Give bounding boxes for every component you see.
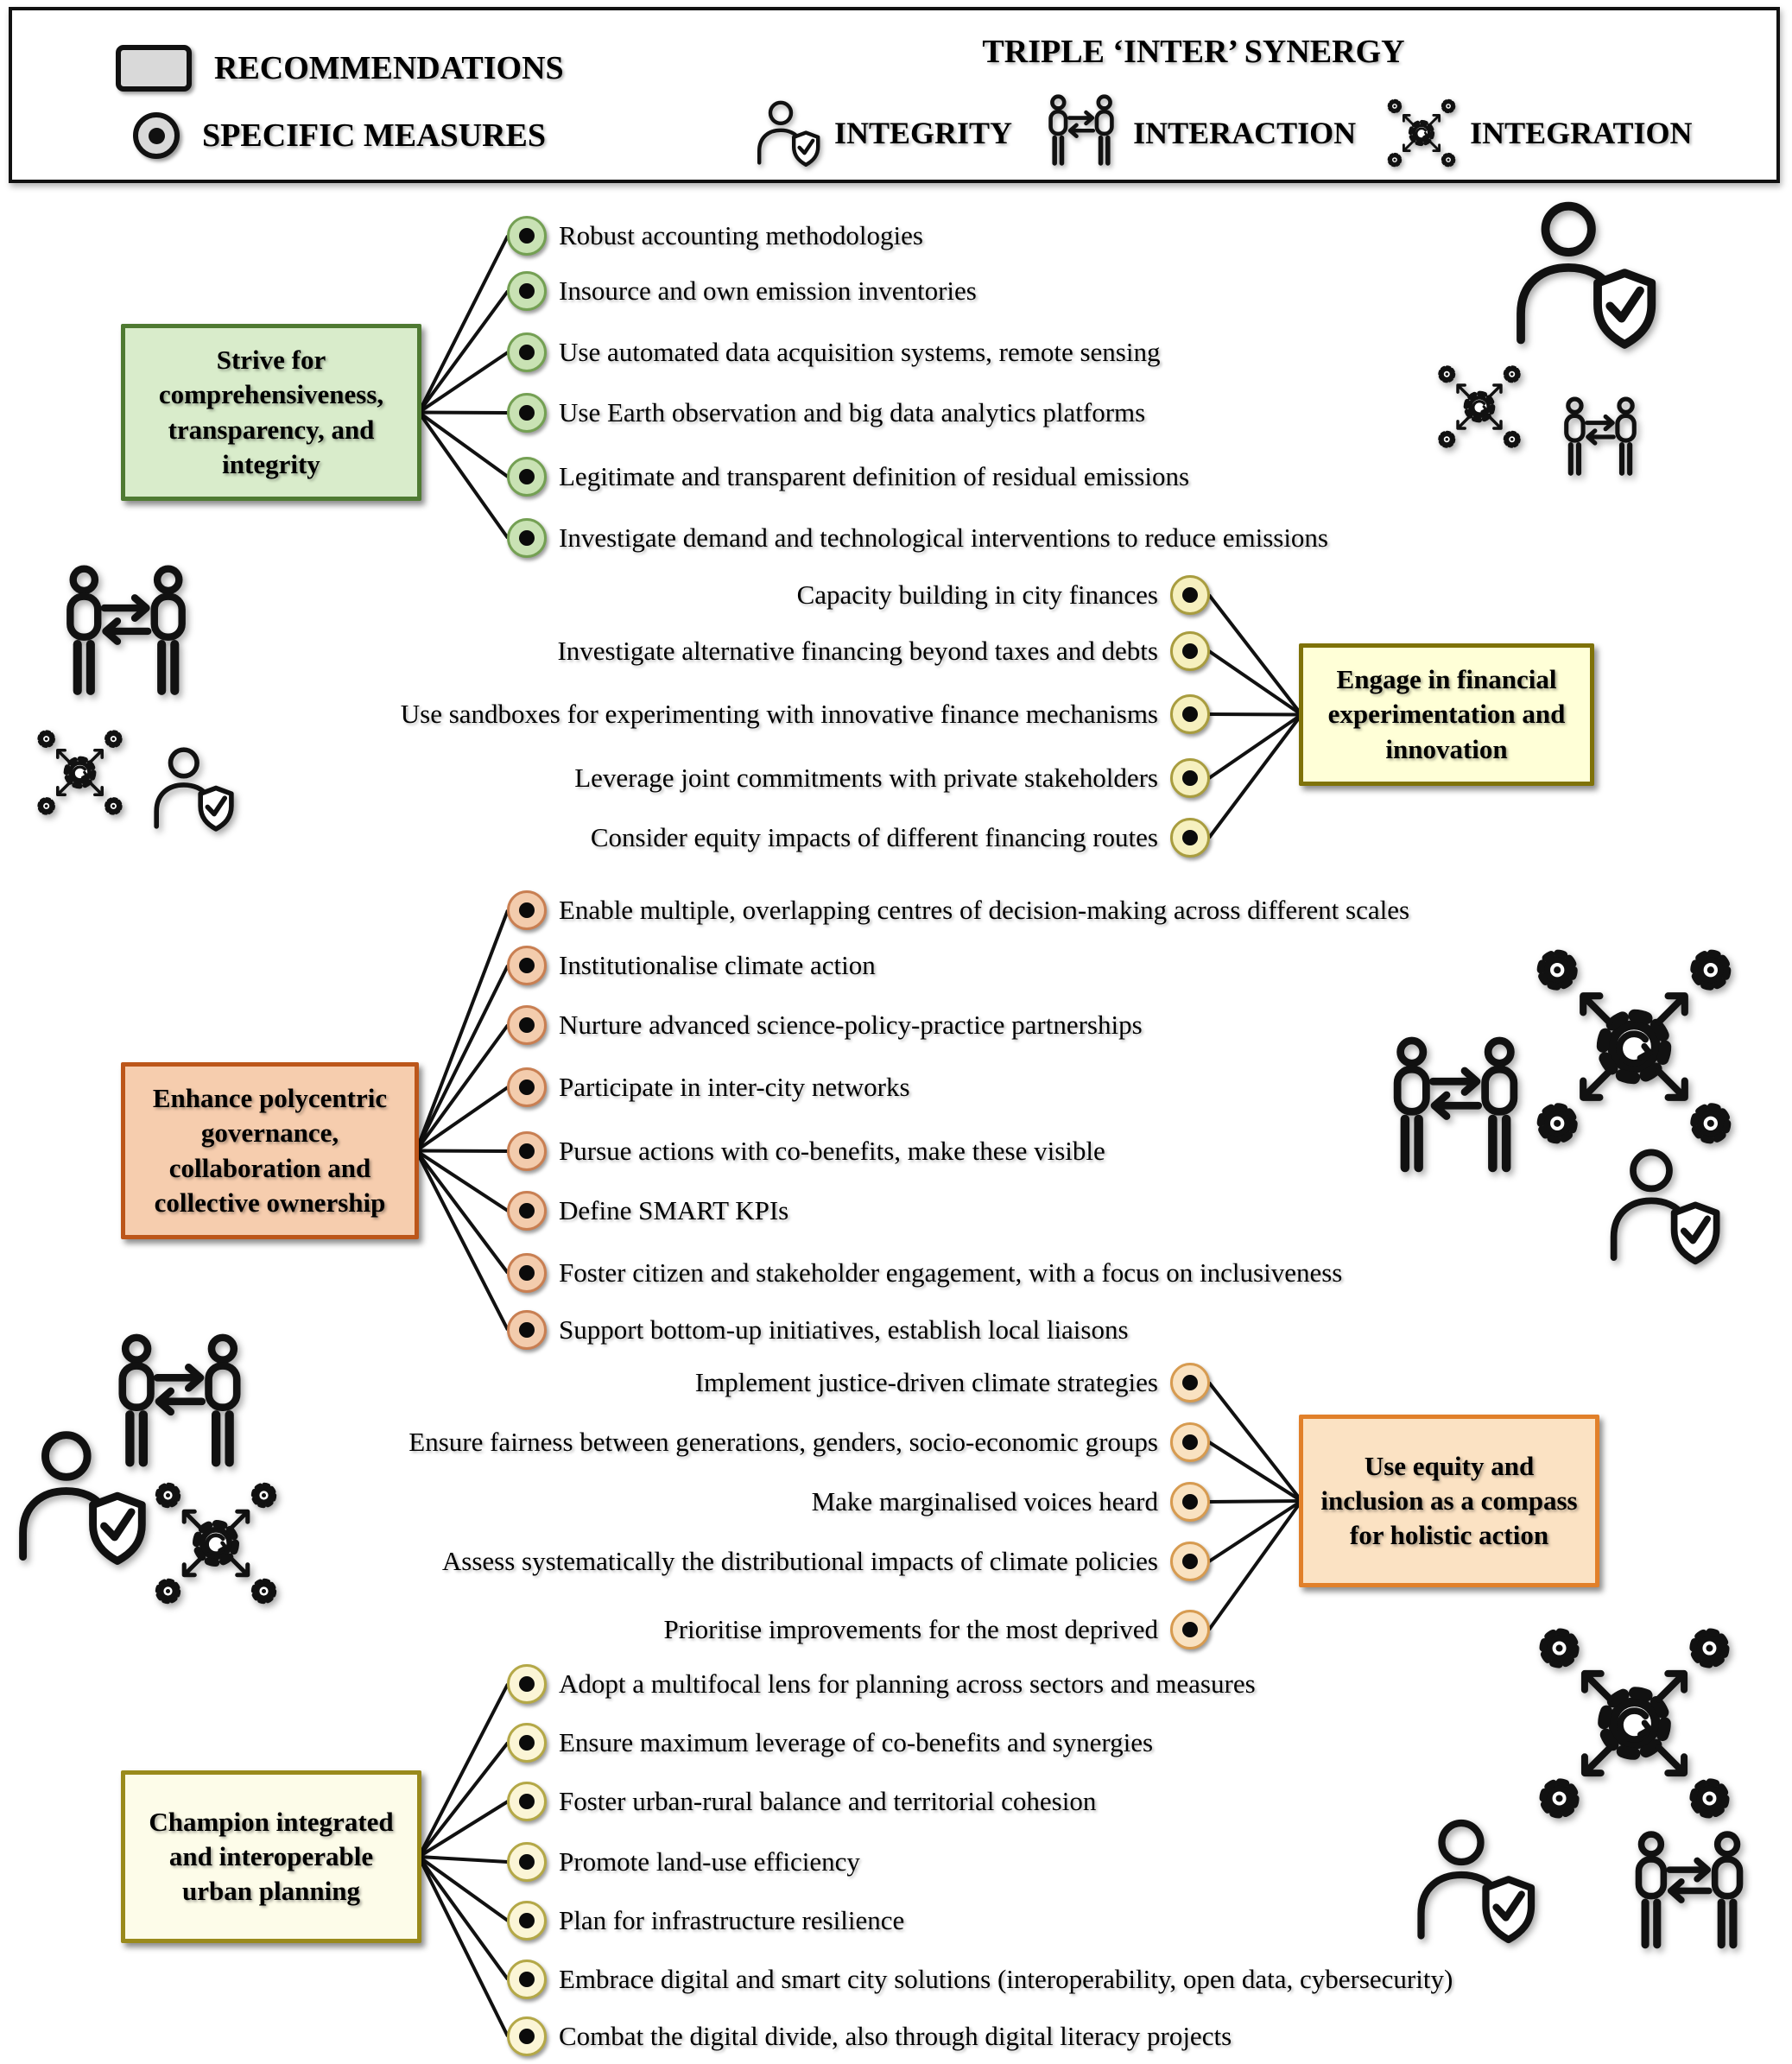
measure-bullet-dot (1182, 1554, 1198, 1569)
synergy-legend-row (753, 93, 1693, 173)
recommendations-label: RECOMMENDATIONS (214, 50, 564, 86)
connector-line (416, 1151, 508, 1274)
measure-bullet (507, 946, 547, 985)
interaction-icon (1556, 396, 1644, 484)
integration-icon (1530, 943, 1738, 1150)
measure-bullet-dot (1182, 706, 1198, 722)
recommendations-key (116, 45, 564, 92)
interaction-icon-graphic (54, 563, 199, 708)
measure-bullet-dot (519, 1794, 535, 1809)
integrity-label: INTEGRITY (834, 116, 1013, 150)
measure-bullet (507, 2017, 547, 2056)
measure-bullet-dot (519, 530, 535, 546)
recommendation-box-polycentric-governance-collaboration (121, 1062, 419, 1239)
connector-line (419, 291, 508, 413)
specific-measures-key (133, 112, 546, 159)
measure-bullet (507, 1131, 547, 1171)
connector-line (1209, 1501, 1301, 1561)
measure-bullet-dot (519, 1913, 535, 1928)
integrity-icon (1507, 197, 1661, 351)
integration-icon (1533, 1622, 1736, 1825)
measure-bullet-dot (519, 469, 535, 484)
measure-bullet (507, 1664, 547, 1704)
measure-bullet (1170, 575, 1210, 615)
measure-label: Consider equity impacts of different financing routes (590, 822, 1158, 852)
measure-bullet-dot (1182, 1375, 1198, 1390)
recommendation-title: Champion integrated and interoperable urban planning (149, 1806, 394, 1907)
connector-line (1209, 1501, 1301, 1502)
measure-bullet (507, 890, 547, 930)
measure-bullet-dot (519, 1676, 535, 1692)
interaction-icon-graphic (1624, 1829, 1755, 1960)
connector-line (1209, 651, 1301, 715)
recommendation-title: Engage in financial experimentation and innovation (1327, 664, 1566, 764)
measure-dot-icon (149, 128, 165, 144)
integration-icon (1385, 97, 1458, 169)
connector-line (419, 1857, 508, 1979)
measure-label: Legitimate and transparent definition of residual emissions (559, 461, 1190, 491)
recommendation-shape-icon (116, 45, 192, 92)
measure-bullet-dot (519, 2029, 535, 2044)
recommendation-box-integrated-interoperable-planning (121, 1770, 421, 1943)
measure-bullet-dot (519, 405, 535, 421)
measure-bullet (507, 1253, 547, 1293)
measure-bullet (507, 332, 547, 372)
specific-measure-shape-icon (133, 112, 180, 159)
recommendation-title: Use equity and inclusion as a compass for holistic action (1320, 1450, 1578, 1551)
measure-label: Ensure maximum leverage of co-benefits and synergies (559, 1727, 1154, 1757)
measure-bullet-dot (519, 1972, 535, 1987)
integrity-icon-graphic (10, 1427, 150, 1567)
interaction-label: INTERACTION (1133, 116, 1357, 150)
integration-icon-graphic (1530, 943, 1738, 1150)
measure-label: Adopt a multifocal lens for planning across sectors and measures (559, 1668, 1256, 1699)
specific-measures-label: SPECIFIC MEASURES (202, 117, 547, 154)
connector-line (416, 966, 508, 1151)
connector-line (416, 1151, 508, 1331)
integration-legend-item (1385, 97, 1692, 169)
measure-bullet-dot (519, 283, 535, 299)
interaction-icon-graphic (1380, 1035, 1531, 1186)
connector-line (419, 1857, 508, 2036)
measure-label: Investigate alternative financing beyond taxes and debts (557, 636, 1158, 666)
integrity-icon (753, 98, 822, 168)
connector-line (416, 1151, 508, 1152)
measure-bullet (507, 1723, 547, 1763)
measure-bullet (507, 1842, 547, 1882)
measure-bullet (507, 518, 547, 558)
measure-bullet (1170, 1422, 1210, 1462)
interaction-icon (1380, 1035, 1531, 1186)
measure-label: Combat the digital divide, also through digital literacy projects (559, 2021, 1232, 2051)
interaction-icon-graphic (1556, 396, 1644, 484)
measure-bullet-dot (519, 1735, 535, 1751)
measure-bullet (507, 1901, 547, 1941)
integrity-icon (1409, 1815, 1539, 1945)
legend-panel (9, 7, 1780, 183)
measure-bullet (507, 1782, 547, 1821)
measure-bullet-dot (519, 902, 535, 918)
interaction-icon (54, 563, 199, 708)
synergy-title: TRIPLE ‘INTER’ SYNERGY (982, 34, 1405, 70)
integration-icon-graphic (1533, 1622, 1736, 1825)
measure-bullet-dot (519, 228, 535, 244)
measure-bullet-dot (519, 1143, 535, 1159)
connector-line (1209, 1501, 1301, 1630)
measure-bullet (1170, 758, 1210, 798)
measure-bullet-dot (519, 958, 535, 973)
recommendation-box-comprehensiveness-transparency-integrity (121, 324, 421, 501)
connector-line (1209, 714, 1301, 715)
measure-bullet-dot (519, 345, 535, 360)
measure-label: Use Earth observation and big data analytics platforms (559, 397, 1146, 427)
measure-bullet (507, 271, 547, 311)
connector-line (416, 910, 508, 1151)
integrity-icon-graphic (149, 744, 237, 833)
measure-label: Investigate demand and technological interventions to reduce emissions (559, 522, 1328, 553)
measure-label: Plan for infrastructure resilience (559, 1905, 905, 1935)
connector-line (419, 413, 508, 414)
measure-bullet-dot (519, 1265, 535, 1281)
measure-bullet (1170, 694, 1210, 734)
connector-line (419, 236, 508, 413)
measure-bullet (507, 1310, 547, 1350)
measure-bullet (1170, 818, 1210, 858)
connector-line (419, 1743, 508, 1857)
connector-line (419, 1857, 508, 1921)
connector-line (1209, 1383, 1301, 1501)
connector-line (1209, 715, 1301, 839)
measure-bullet-dot (1182, 643, 1198, 659)
measure-label: Define SMART KPIs (559, 1195, 789, 1225)
measure-bullet-dot (1182, 587, 1198, 603)
integrity-icon-graphic (1507, 197, 1661, 351)
interaction-icon (1624, 1829, 1755, 1960)
measure-bullet (1170, 1363, 1210, 1402)
measure-bullet-dot (519, 1017, 535, 1033)
measure-label: Participate in inter-city networks (559, 1072, 910, 1102)
connector-line (1209, 1442, 1301, 1501)
measure-label: Institutionalise climate action (559, 950, 876, 980)
integration-label: INTEGRATION (1470, 116, 1693, 150)
recommendation-title: Enhance polycentric governance, collaboration and collective ownership (152, 1082, 388, 1218)
integration-icon (1435, 363, 1523, 451)
connector-line (1209, 715, 1301, 779)
measure-label: Pursue actions with co-benefits, make these visible (559, 1136, 1105, 1166)
measure-bullet-dot (1182, 770, 1198, 786)
measure-label: Leverage joint commitments with private stakeholders (574, 763, 1158, 793)
measure-bullet-dot (1182, 1622, 1198, 1637)
measure-label: Robust accounting methodologies (559, 220, 923, 250)
measure-label: Enable multiple, overlapping centres of decision-making across different scales (559, 895, 1410, 925)
measure-bullet (1170, 1542, 1210, 1581)
measure-bullet (507, 1005, 547, 1045)
measure-label: Use automated data acquisition systems, remote sensing (559, 337, 1161, 367)
measure-label: Foster urban-rural balance and territorial cohesion (559, 1786, 1097, 1816)
measure-label: Assess systematically the distributional impacts of climate policies (441, 1546, 1158, 1576)
measure-bullet-dot (519, 1079, 535, 1095)
measure-bullet (1170, 1482, 1210, 1522)
measure-label: Embrace digital and smart city solutions (interoperability, open data, cybersecurity) (559, 1964, 1453, 1994)
measure-label: Nurture advanced science-policy-practice partnerships (559, 1010, 1143, 1040)
measure-label: Support bottom-up initiatives, establish local liaisons (559, 1314, 1129, 1345)
measure-bullet-dot (1182, 1434, 1198, 1450)
measure-label: Foster citizen and stakeholder engagement, with a focus on inclusiveness (559, 1257, 1343, 1288)
measure-bullet-dot (1182, 1494, 1198, 1510)
measure-bullet (507, 216, 547, 256)
measure-label: Use sandboxes for experimenting with innovative finance mechanisms (400, 699, 1158, 729)
connector-line (419, 413, 508, 478)
integration-icon (151, 1478, 281, 1608)
recommendation-title: Strive for comprehensiveness, transparency, and integrity (158, 344, 384, 479)
measure-bullet (507, 393, 547, 433)
connector-line (416, 1025, 508, 1151)
measure-bullet-dot (519, 1322, 535, 1338)
measure-bullet (507, 457, 547, 497)
connector-line (419, 413, 508, 539)
integrity-icon (149, 744, 237, 833)
measure-label: Insource and own emission inventories (559, 275, 977, 306)
integrity-icon (10, 1427, 150, 1567)
integrity-icon-graphic (1409, 1815, 1539, 1945)
measure-bullet-dot (519, 1854, 535, 1870)
measure-bullet (507, 1960, 547, 1999)
measure-bullet-dot (1182, 830, 1198, 845)
measure-label: Promote land-use efficiency (559, 1846, 860, 1877)
integration-icon-graphic (151, 1478, 281, 1608)
interaction-legend-item (1042, 93, 1356, 173)
integration-icon-graphic (1435, 363, 1523, 451)
measure-bullet (507, 1067, 547, 1107)
integrity-icon (1603, 1145, 1724, 1266)
integration-icon-graphic (35, 727, 125, 818)
integration-icon (35, 727, 125, 818)
interaction-icon (1042, 93, 1121, 173)
measure-label: Make marginalised voices heard (811, 1486, 1158, 1516)
measure-bullet-dot (519, 1203, 535, 1219)
measure-bullet (1170, 1610, 1210, 1649)
connector-line (1209, 595, 1301, 715)
integrity-icon-graphic (1603, 1145, 1724, 1266)
recommendation-box-equity-inclusion-compass (1299, 1415, 1599, 1587)
measure-label: Implement justice-driven climate strategies (694, 1367, 1158, 1397)
connector-line (419, 1857, 508, 1862)
measure-bullet (507, 1191, 547, 1231)
measure-bullet (1170, 631, 1210, 671)
measure-label: Prioritise improvements for the most deprived (663, 1614, 1158, 1644)
measure-label: Capacity building in city finances (796, 579, 1158, 610)
measure-label: Ensure fairness between generations, genders, socio-economic groups (408, 1427, 1158, 1457)
recommendation-box-financial-experimentation-innovation (1299, 643, 1594, 786)
integrity-legend-item (753, 98, 1012, 168)
